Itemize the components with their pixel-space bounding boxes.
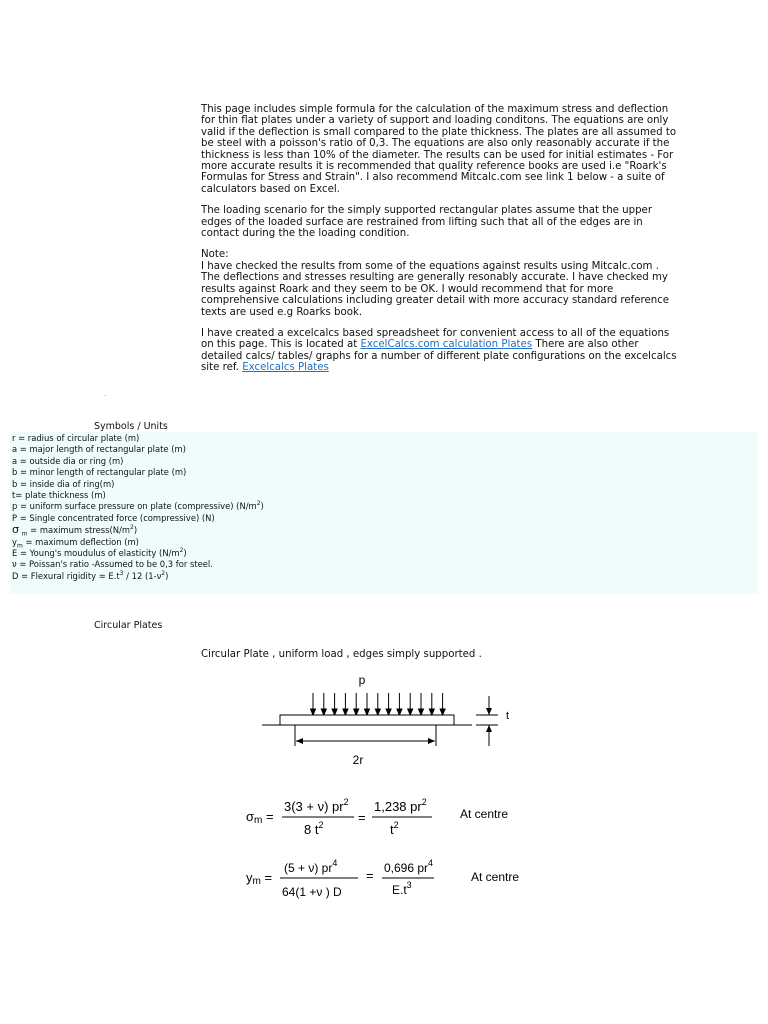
symbols-title: Symbols / Units xyxy=(94,421,168,432)
load-arrowhead xyxy=(365,709,370,715)
symbol-b-ring: b = inside dia of ring(m) xyxy=(12,478,115,489)
eq1-denominator-a: 8 $t^2$ xyxy=(304,820,324,837)
dim-arrow-right xyxy=(428,738,435,744)
intro-text xyxy=(201,104,681,384)
symbol-r: r = radius of circular plate (m) xyxy=(12,433,140,443)
circular-plates-title: Circular Plates xyxy=(94,620,163,631)
stray-dot: . xyxy=(104,390,107,398)
load-arrowhead xyxy=(419,709,424,715)
load-arrowhead xyxy=(332,709,337,715)
symbol-b-rect: b = minor length of rectangular plate (m) xyxy=(12,467,187,478)
eq1-numerator-b: 1,238 $pr^2$ xyxy=(374,797,427,814)
symbol-nu: ν = Poissan's ratio -Assumed to be 0,3 for steel. xyxy=(12,559,213,570)
dim-arrow-left xyxy=(296,738,303,744)
symbol-D: D = Flexural rigidity = $E.t^3 / 12$ $(1-\nu^2)$ xyxy=(12,570,169,581)
note-paragraph xyxy=(201,249,681,317)
symbol-E: E = Young's moudulus of elasticity $(N/m^2)$ xyxy=(12,547,187,559)
load-arrowhead xyxy=(386,709,391,715)
thickness-arrowhead-bottom xyxy=(486,725,492,732)
plate xyxy=(280,715,454,725)
excelcalcs-plates-link[interactable]: Excelcalcs Plates xyxy=(242,362,329,374)
excelcalcs-calculation-plates-link[interactable]: ExcelCalcs.com calculation Plates xyxy=(360,339,533,351)
intro-paragraph-2: The loading scenario for the simply supported rectangular plates assume that the upper edges of the loaded surface are restrained from lifting such that all of the edges are in contact during the the loading condition. xyxy=(201,205,653,240)
symbol-t: t= plate thickness (m) xyxy=(12,490,106,501)
eq2-numerator-b: 0,696 $pr^4$ xyxy=(384,858,434,875)
intro-paragraph-4 xyxy=(201,328,681,374)
load-arrowhead xyxy=(429,709,434,715)
thickness-label: t xyxy=(506,710,510,722)
load-arrowhead xyxy=(408,709,413,715)
dim-label-2r: 2r xyxy=(352,753,364,767)
symbol-y-m: $y_m$ = maximum deflection (m) xyxy=(12,536,139,550)
load-arrowhead xyxy=(321,709,326,715)
load-arrowhead xyxy=(440,709,445,715)
eq2-denominator-a: 64(1 +ν ) D xyxy=(282,885,342,899)
symbol-sigma-m: σ $_m$ = maximum $stress(N/m^2)$ xyxy=(12,523,138,538)
load-arrowhead xyxy=(311,709,316,715)
eq1-equals-2: = xyxy=(358,810,366,825)
symbol-a-rect: a = major length of rectangular plate (m) xyxy=(12,444,186,455)
eq1-note: At centre xyxy=(460,807,509,821)
eq1-denominator-b: $t^2$ xyxy=(390,820,399,837)
symbol-P: P = Single concentrated force (compressive) (N) xyxy=(12,512,215,523)
load-arrowhead xyxy=(375,709,380,715)
load-arrowhead xyxy=(343,709,348,715)
p4-text-b: There are also other detailed calcs/ tables/ graphs for a number of different plate configurations on the excelcalcs site ref. xyxy=(201,339,677,374)
symbol-a-ring: a = outside dia or ring (m) xyxy=(12,455,124,466)
p4-text-a: I have created a excelcalcs based spreadsheet for convenient access to all of the equations on this page. This is located at xyxy=(201,327,670,351)
plate-diagram xyxy=(260,668,520,773)
eq1-lhs: σm = xyxy=(246,809,274,826)
eq2-numerator-a: (5 + ν) $pr^4$ xyxy=(284,858,338,875)
eq2-equals-2: = xyxy=(366,868,374,883)
symbols-list xyxy=(12,433,264,582)
deflection-equation xyxy=(240,854,540,902)
stress-equation xyxy=(240,792,540,840)
load-label: p xyxy=(358,673,366,687)
eq2-note: At centre xyxy=(471,870,520,884)
note-label: Note: xyxy=(201,249,229,261)
load-arrows xyxy=(311,693,446,715)
circular-plate-caption: Circular Plate , uniform load , edges simply supported . xyxy=(201,649,482,660)
intro-paragraph-1: This page includes simple formula for the calculation of the maximum stress and deflection for thin flat plates under a variety of support and loading conditons. The equations are only valid if the deflection is small compared to the plate thickness. The plates are all assumed to be steel with a poisson's ratio of 0,3. The equations are also only reasonably accurate if the thickness is less than 10% of the diameter. The results can be used for initial estimates - For more accurate results it is recommended that quality reference books are used i.e "Roark's Formulas for Stress and Strain". I also recommend Mitcalc.com see link 1 below - a suite of calculators based on Excel. xyxy=(201,104,677,195)
load-arrowhead xyxy=(397,709,402,715)
note-text: I have checked the results from some of the equations against results using Mitcalc.com . The deflections and stresses resulting are generally resonably accurate. I have checked my results against Roark and they seem to be OK. I would recommend that for more comprehensive calculations including greater detail with more accuracy standard reference texts are used e.g Roarks book. xyxy=(201,260,670,318)
eq2-denominator-b: $E.t^3$ xyxy=(392,880,412,897)
thickness-arrowhead-top xyxy=(486,708,492,715)
eq2-lhs: ym = xyxy=(246,870,273,887)
eq1-numerator-a: 3(3 + ν) $pr^2$ xyxy=(284,797,349,814)
load-arrowhead xyxy=(354,709,359,715)
symbol-p: p = uniform surface pressure on plate (compressive) $(N/m^2)$ xyxy=(12,500,264,512)
